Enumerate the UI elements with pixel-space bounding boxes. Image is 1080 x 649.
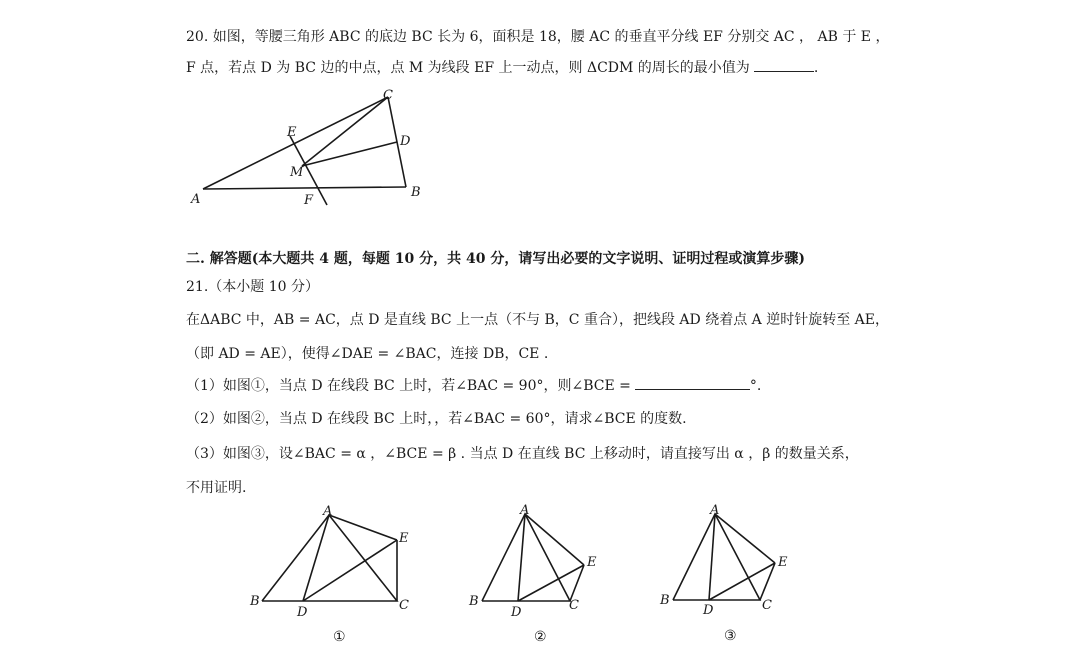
fig2-label-D: D bbox=[511, 605, 522, 620]
q21-intro-line1: 在ΔABC 中，AB = AC，点 D 是直线 BC 上一点（不与 B，C 重合），把线段 AD 绕着点 A 逆时针旋转至 AE， bbox=[186, 312, 889, 328]
q21-part3-line2: 不用证明. bbox=[186, 480, 247, 496]
fig2-label-B: B bbox=[469, 594, 479, 609]
fig3-label-B: B bbox=[660, 593, 670, 608]
fig2-segment-AE bbox=[525, 514, 584, 565]
fig3-caption: ③ bbox=[724, 628, 737, 644]
fig2-label-E: E bbox=[587, 555, 597, 570]
fig3-segment-AD bbox=[709, 514, 715, 600]
fig2-caption: ② bbox=[534, 629, 547, 645]
fig1-label-B: B bbox=[250, 594, 260, 609]
fig2-label-C: C bbox=[569, 598, 579, 613]
fig3-label-D: D bbox=[703, 603, 714, 618]
q20-label-M: M bbox=[290, 165, 304, 180]
fig1-triangle-ABC bbox=[262, 515, 397, 601]
q21-header: 21.（本小题 10 分） bbox=[186, 279, 319, 295]
fig1-segment-AD bbox=[303, 515, 329, 601]
q20-text-line1: 20. 如图，等腰三角形 ABC 的底边 BC 长为 6，面积是 18，腰 AC 的垂直平分线 EF 分别交 AC ， AB 于 E ， bbox=[186, 29, 890, 45]
fig2-label-A: A bbox=[520, 503, 530, 518]
fig3-label-A: A bbox=[710, 503, 720, 518]
fig3-segment-AE bbox=[715, 514, 775, 563]
q21-part1 bbox=[186, 377, 761, 395]
fig1-label-D: D bbox=[297, 605, 308, 620]
q20-text-line2-end: . bbox=[813, 60, 819, 76]
fig2-segment-DE bbox=[518, 565, 584, 601]
fig1-caption: ① bbox=[333, 629, 346, 645]
q20-figure-lines bbox=[203, 97, 406, 205]
q20-label-F: F bbox=[304, 193, 314, 208]
fig3-label-C: C bbox=[762, 598, 772, 613]
fig1-segment-DE bbox=[303, 540, 397, 601]
section2-heading: 二. 解答题(本大题共 4 题，每题 10 分，共 40 分，请写出必要的文字说明、证明过程或演算步骤) bbox=[186, 251, 805, 267]
q20-label-B: B bbox=[411, 185, 421, 200]
q21-part1-end: °. bbox=[749, 378, 762, 394]
q20-label-E: E bbox=[287, 125, 297, 140]
fig3-segment-EC bbox=[760, 563, 775, 600]
fig3-segment-DE bbox=[709, 563, 775, 600]
fig1-label-C: C bbox=[399, 598, 409, 613]
fig3-label-E: E bbox=[778, 555, 788, 570]
fig1-label-E: E bbox=[399, 531, 409, 546]
q20-label-D: D bbox=[400, 134, 411, 149]
q21-figure-2 bbox=[482, 514, 584, 601]
q20-segment-AB bbox=[203, 187, 406, 189]
fig1-label-A: A bbox=[323, 504, 333, 519]
q20-text-line2-main: F 点，若点 D 为 BC 边的中点，点 M 为线段 EF 上一动点，则 ΔCDM 的周长的最小值为 bbox=[186, 60, 750, 76]
q20-label-C: C bbox=[383, 88, 393, 103]
q21-figure-3 bbox=[673, 514, 775, 600]
q21-part3-line1: （3）如图③，设∠BAC = α ，∠BCE = β . 当点 D 在直线 BC 上移动时，请直接写出 α ，β 的数量关系， bbox=[186, 446, 859, 462]
q21-part2: （2）如图②，当点 D 在线段 BC 上时，，若∠BAC = 60°，请求∠BCE 的度数. bbox=[186, 411, 687, 427]
q21-intro-line2: （即 AD = AE），使得∠DAE = ∠BAC，连接 DB，CE . bbox=[186, 346, 549, 362]
q21-figure-1 bbox=[262, 515, 397, 601]
fig3-triangle-ABC bbox=[673, 514, 760, 600]
q21-part1-answer-blank bbox=[635, 377, 750, 390]
fig2-segment-EC bbox=[570, 565, 584, 601]
q20-label-A: A bbox=[191, 192, 201, 207]
q21-part1-text: （1）如图①，当点 D 在线段 BC 上时，若∠BAC = 90°，则∠BCE = bbox=[186, 378, 631, 394]
fig2-triangle-ABC bbox=[482, 514, 570, 601]
